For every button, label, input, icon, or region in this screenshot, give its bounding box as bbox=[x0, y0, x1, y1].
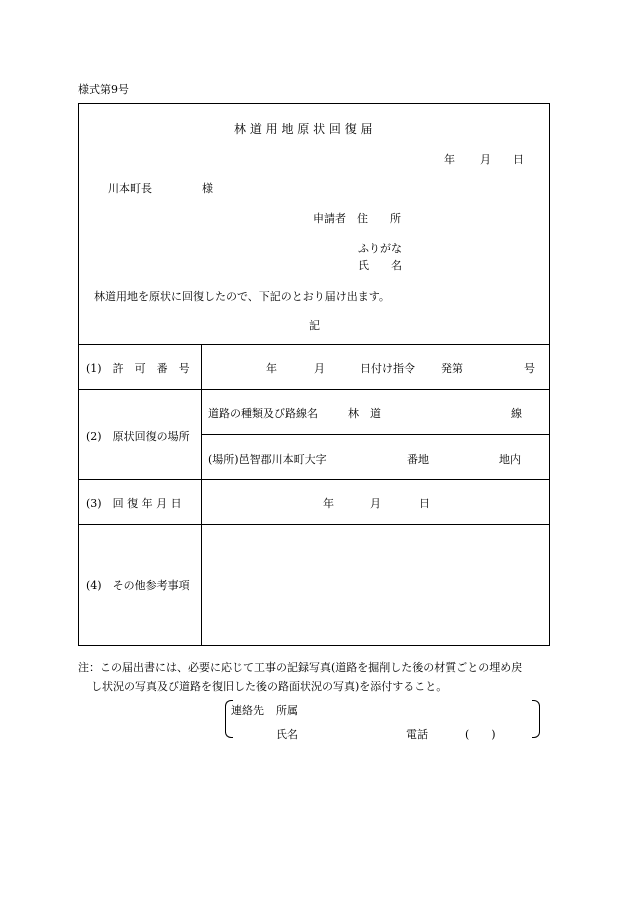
row2-road-type: 道路の種類及び路線名 bbox=[208, 407, 318, 420]
label-column-divider bbox=[201, 344, 202, 646]
row4-label: (4) その他参考事項 bbox=[86, 579, 190, 592]
applicant-name-label: 氏 名 bbox=[358, 259, 402, 272]
row1-month: 月 bbox=[314, 362, 325, 375]
date-day: 日 bbox=[513, 153, 524, 166]
contact-phone-paren: ( ) bbox=[465, 728, 496, 741]
statement: 林道用地を原状に回復したので、下記のとおり届け出ます。 bbox=[94, 290, 390, 303]
date-month: 月 bbox=[480, 153, 491, 166]
row2-rindo: 林 道 bbox=[348, 407, 381, 420]
row1-number: 号 bbox=[524, 362, 535, 375]
applicant-label: 申請者 bbox=[313, 212, 346, 225]
row2-place: (場所)邑智郡川本町大字 bbox=[208, 453, 327, 466]
row3-month: 月 bbox=[370, 497, 381, 510]
row1-label: (1) 許 可 番 号 bbox=[86, 362, 190, 375]
row3-day: 日 bbox=[419, 497, 430, 510]
note-line-2: し状況の写真及び道路を復旧した後の路面状況の写真)を添付すること。 bbox=[91, 680, 448, 693]
row-divider-2 bbox=[78, 479, 550, 480]
row1-date-directive: 日付け指令 bbox=[360, 362, 415, 375]
addressee-name: 川本町長 bbox=[108, 182, 152, 195]
addressee-honorific: 様 bbox=[202, 182, 213, 195]
date-year: 年 bbox=[444, 153, 455, 166]
contact-affiliation-label: 所属 bbox=[276, 704, 298, 717]
table-top-border bbox=[78, 344, 550, 345]
note-line-1: 注：この届出書には、必要に応じて工事の記録写真(道路を掘削した後の材質ごとの埋め戻 bbox=[78, 661, 523, 674]
row2-banchi: 番地 bbox=[407, 453, 429, 466]
row-divider-3 bbox=[78, 524, 550, 525]
form-number: 様式第9号 bbox=[78, 83, 129, 96]
contact-label: 連絡先 bbox=[231, 704, 264, 717]
row3-label: (3) 回 復 年 月 日 bbox=[86, 497, 182, 510]
row2-label: (2) 原状回復の場所 bbox=[86, 430, 190, 443]
row2-line: 線 bbox=[511, 407, 522, 420]
row2-chinai: 地内 bbox=[499, 453, 521, 466]
row2-inner-divider bbox=[201, 434, 550, 435]
applicant-address-label: 住 所 bbox=[357, 212, 401, 225]
row3-year: 年 bbox=[323, 497, 334, 510]
form-title: 林 道 用 地 原 状 回 復 届 bbox=[234, 122, 373, 136]
row1-issued: 発第 bbox=[441, 362, 463, 375]
row-divider-1 bbox=[78, 389, 550, 390]
applicant-furigana-label: ふりがな bbox=[358, 242, 402, 255]
contact-name-label: 氏名 bbox=[276, 728, 298, 741]
row1-year: 年 bbox=[266, 362, 277, 375]
contact-phone-label: 電話 bbox=[406, 728, 428, 741]
contact-right-bracket bbox=[532, 700, 540, 738]
ki-heading: 記 bbox=[309, 319, 320, 332]
